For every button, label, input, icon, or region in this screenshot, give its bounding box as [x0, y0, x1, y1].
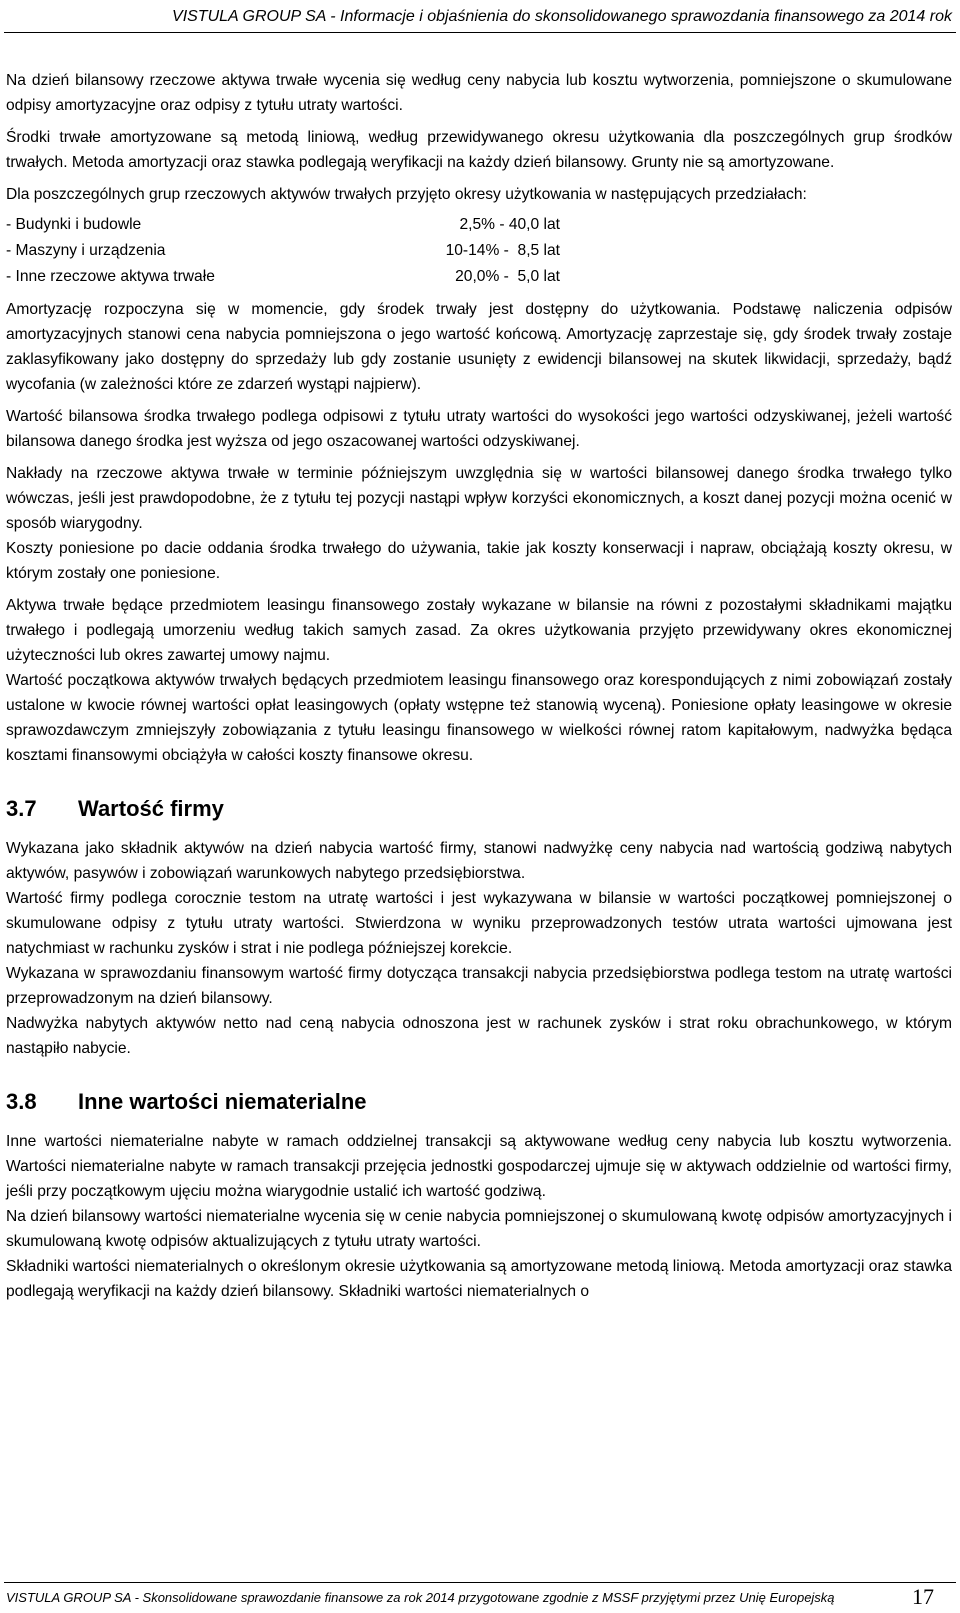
paragraph: Nadwyżka nabytych aktywów netto nad ceną nabycia odnoszona jest w rachunek zysków i strat roku obrachunkowego, w którym nastąpiło nabycie.: [6, 1015, 952, 1057]
paragraph: Nakłady na rzeczowe aktywa trwałe w terminie późniejszym uwzględnia się w wartości bilansowej danego środka trwałego tylko wówczas, jeśli jest prawdopodobne, że z tytułu tej pozycji nastąpi wpływ korzyści ekonomicznych, a koszt danej pozycji można ocenić w sposób wiarygodny.: [6, 465, 952, 532]
paragraph: Na dzień bilansowy wartości niematerialne wycenia się w cenie nabycia pomniejszonej o skumulowaną kwotę odpisów amortyzacyjnych i skumulowaną kwotę odpisów aktualizujących z tytułu utraty wartości.: [6, 1208, 952, 1250]
document-body: [6, 68, 952, 1304]
depreciation-rate: 2,5% - 40,0 lat: [459, 215, 560, 233]
paragraph: Na dzień bilansowy rzeczowe aktywa trwałe wycenia się według ceny nabycia lub kosztu wytworzenia, pomniejszone o skumulowane odpisy amortyzacyjne oraz odpisy z tytułu utraty wartości.: [6, 72, 952, 114]
page-number: 17: [912, 1584, 934, 1609]
section-number: 3.7: [6, 796, 37, 821]
depreciation-rates-table: [6, 211, 560, 289]
header-title: VISTULA GROUP SA - Informacje i objaśnienia do skonsolidowanego sprawozdania finansowego za 2014 rok: [172, 8, 952, 25]
paragraph: Wartość początkowa aktywów trwałych będących przedmiotem leasingu finansowego oraz korespondujących z nimi zobowiązań zostały ustalone w kwocie równej wartości opłat leasingowych (opłaty wstępne też stanowią wyceną). Poniesione opłaty leasingowe w okresie sprawozdawczym zmniejszyły zobowiązania z tytułu leasingu finansowego w wielkości równej ratom kapitałowym, nadwyżka będąca kosztami finansowymi obciążyła w całości koszty finansowe okresu.: [6, 672, 952, 764]
section-heading-3-8: [6, 1087, 952, 1117]
section-number: 3.8: [6, 1089, 37, 1114]
section-title: Wartość firmy: [78, 796, 224, 821]
asset-category: - Inne rzeczowe aktywa trwałe: [6, 267, 215, 285]
asset-category: - Maszyny i urządzenia: [6, 241, 166, 259]
paragraph: Amortyzację rozpoczyna się w momencie, gdy środek trwały jest dostępny do użytkowania. Podstawę naliczenia odpisów amortyzacyjnych stanowi cena nabycia pomniejszona o jego wartość końcową. Amortyzację zaprzestaje się, gdy środek trwały zostaje zaklasyfikowany jako dostępny do sprzedaży lub gdy zostanie usunięty z ewidencji bilansowej na skutek likwidacji, sprzedaży, bądź wycofania (w zależności które ze zdarzeń wystąpi najpierw).: [6, 301, 952, 393]
paragraph: Wartość bilansowa środka trwałego podlega odpisowi z tytułu utraty wartości do wysokości jego wartości odzyskiwanej, jeżeli wartość bilansowa danego środka jest wyższa od jego oszacowanej wartości odzyskiwanej.: [6, 408, 952, 450]
paragraph: Wykazana jako składnik aktywów na dzień nabycia wartość firmy, stanowi nadwyżkę ceny nabycia nad wartością godziwą nabytych aktywów, pasywów i zobowiązań warunkowych nabytego przedsiębiorstwa.: [6, 840, 952, 882]
table-row: [6, 211, 560, 237]
depreciation-rate: 10-14% - 8,5 lat: [445, 241, 560, 259]
page-footer: [0, 1570, 960, 1613]
paragraph: Składniki wartości niematerialnych o określonym okresie użytkowania są amortyzowane metodą liniową. Metoda amortyzacji oraz stawka podlegają weryfikacji na każdy dzień bilansowy. Składniki wartości niematerialnych o: [6, 1258, 952, 1300]
paragraph: Koszty poniesione po dacie oddania środka trwałego do używania, takie jak koszty konserwacji i napraw, obciążają koszty okresu, w którym zostały one poniesione.: [6, 540, 952, 582]
paragraph: Dla poszczególnych grup rzeczowych aktywów trwałych przyjęto okresy użytkowania w następujących przedziałach:: [6, 186, 807, 203]
paragraph: Aktywa trwałe będące przedmiotem leasingu finansowego zostały wykazane w bilansie na równi z pozostałymi składnikami majątku trwałego i podlegają umorzeniu według takich samych zasad. Za okres użytkowania przyjęto przewidywany okres ekonomicznej użyteczności lub okres zawartej umowy najmu.: [6, 597, 952, 664]
asset-category: - Budynki i budowle: [6, 215, 142, 233]
paragraph: Środki trwałe amortyzowane są metodą liniową, według przewidywanego okresu użytkowania dla poszczególnych grup środków trwałych. Metoda amortyzacji oraz stawka podlegają weryfikacji na każdy dzień bilansowy. Grunty nie są amortyzowane.: [6, 129, 952, 171]
depreciation-rate: 20,0% - 5,0 lat: [455, 267, 560, 285]
table-row: [6, 263, 560, 289]
table-row: [6, 237, 560, 263]
section-title: Inne wartości niematerialne: [78, 1089, 367, 1114]
footer-text: VISTULA GROUP SA - Skonsolidowane sprawozdanie finansowe za rok 2014 przygotowane zgodnie z MSSF przyjętymi przez Unię Europejską: [6, 1590, 835, 1605]
paragraph: Inne wartości niematerialne nabyte w ramach oddzielnej transakcji są aktywowane według ceny nabycia lub kosztu wytworzenia. Wartości niematerialne nabyte w ramach transakcji przejęcia jednostki gospodarczej ujmuje się w aktywach oddzielnie od wartości firmy, jeśli przy początkowym ujęciu można wiarygodnie ustalić ich wartość godziwą.: [6, 1133, 952, 1200]
footer-divider: [4, 1582, 956, 1583]
paragraph: Wykazana w sprawozdaniu finansowym wartość firmy dotycząca transakcji nabycia przedsiębiorstwa podlega testom na utratę wartości przeprowadzonym na dzień bilansowy.: [6, 965, 952, 1007]
page-header: [0, 0, 960, 36]
header-divider: [4, 32, 956, 33]
section-heading-3-7: [6, 794, 952, 824]
paragraph: Wartość firmy podlega corocznie testom na utratę wartości i jest wykazywana w bilansie w wartości początkowej pomniejszonej o skumulowane odpisy z tytułu utraty wartości. Stwierdzona w wyniku przeprowadzonych testów utrata wartości ujmowana jest natychmiast w rachunku zysków i strat i nie podlega późniejszej korekcie.: [6, 890, 952, 957]
